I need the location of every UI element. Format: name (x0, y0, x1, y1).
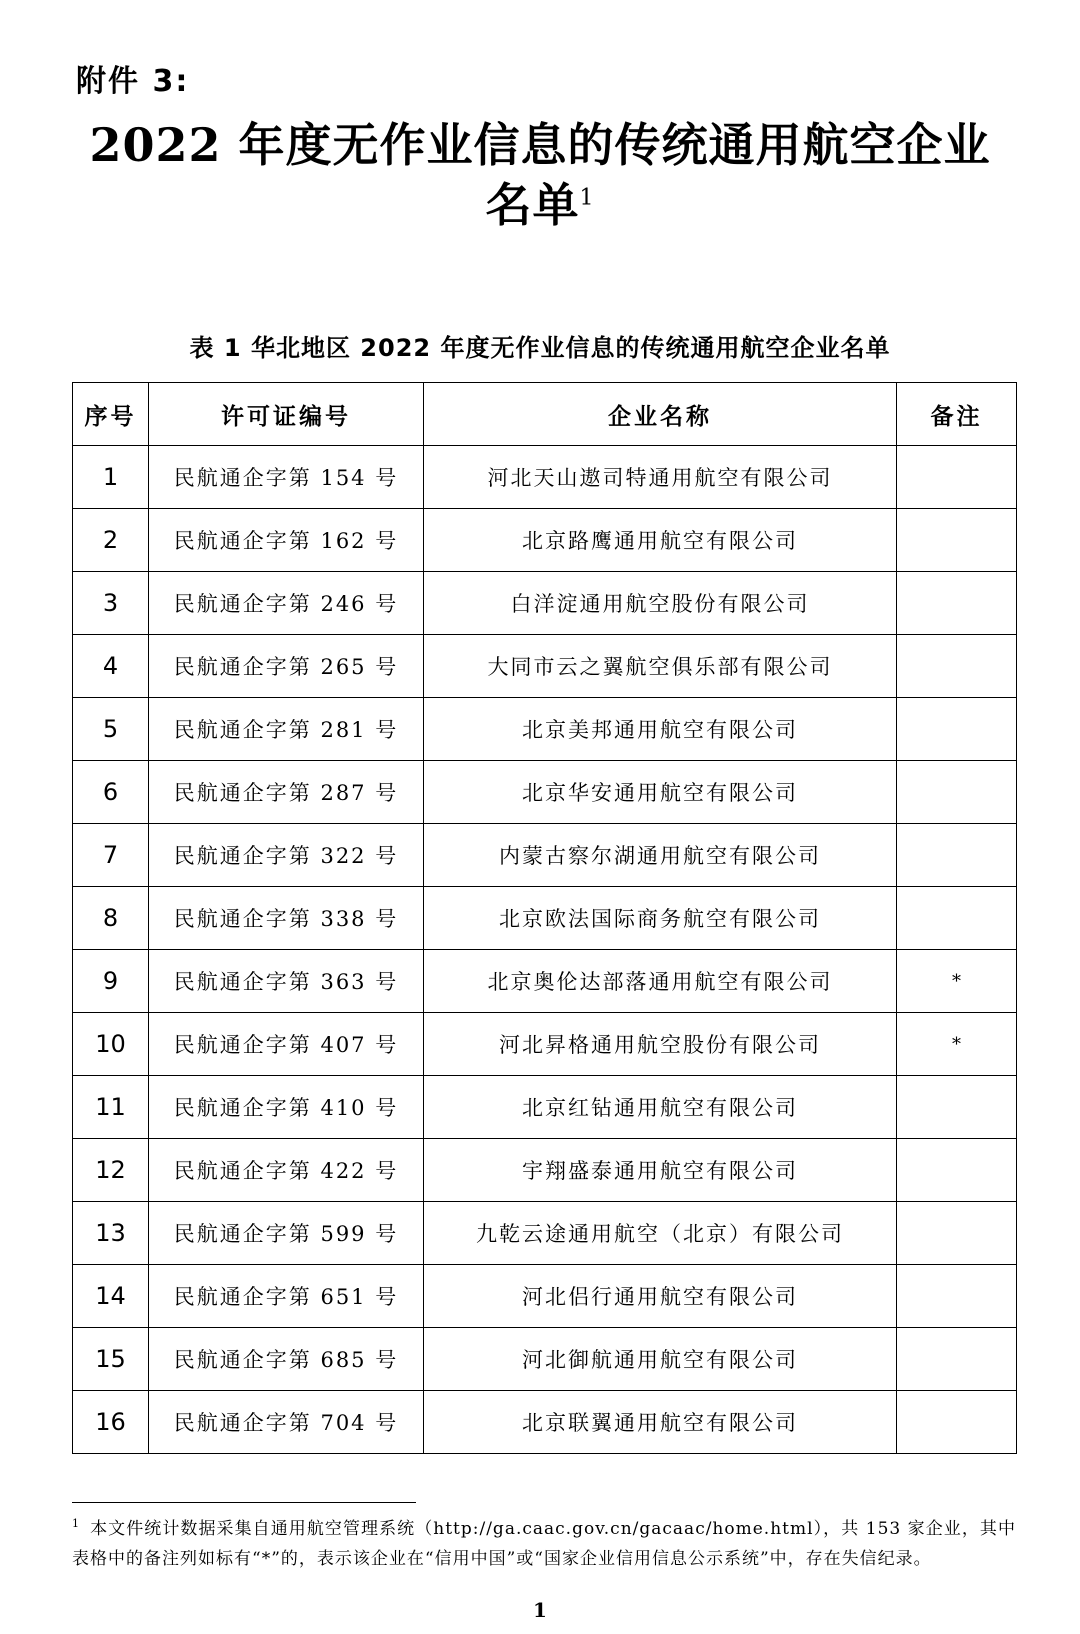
cell-license: 民航通企字第 363 号 (149, 950, 424, 1013)
table-row (73, 887, 1017, 950)
cell-seq: 10 (73, 1013, 149, 1076)
table-row (73, 1202, 1017, 1265)
table-row (73, 635, 1017, 698)
cell-seq: 9 (73, 950, 149, 1013)
header-seq: 序号 (73, 383, 149, 446)
cell-note (897, 824, 1017, 887)
table-body (73, 446, 1017, 1454)
cell-seq: 4 (73, 635, 149, 698)
footnote (72, 1514, 1016, 1574)
cell-seq: 11 (73, 1076, 149, 1139)
cell-license: 民航通企字第 162 号 (149, 509, 424, 572)
cell-company: 北京欧法国际商务航空有限公司 (424, 887, 897, 950)
cell-note (897, 761, 1017, 824)
cell-note (897, 887, 1017, 950)
footnote-text: 本文件统计数据采集自通用航空管理系统（http://ga.caac.gov.cn/gacaac/home.html），共 153 家企业，其中表格中的备注列如标有“*”的，表示该企业在“信用中国”或“国家企业信用信息公示系统”中，存在失信纪录。 (72, 1519, 1016, 1569)
cell-license: 民航通企字第 651 号 (149, 1265, 424, 1328)
cell-seq: 8 (73, 887, 149, 950)
cell-note (897, 698, 1017, 761)
cell-seq: 12 (73, 1139, 149, 1202)
header-note: 备注 (897, 383, 1017, 446)
cell-company: 河北天山遨司特通用航空有限公司 (424, 446, 897, 509)
cell-note: * (897, 950, 1017, 1013)
table-row (73, 950, 1017, 1013)
header-license: 许可证编号 (149, 383, 424, 446)
table-row (73, 509, 1017, 572)
cell-note (897, 1391, 1017, 1454)
footnote-divider (72, 1502, 416, 1503)
footnote-marker: 1 (72, 1517, 80, 1531)
cell-company: 北京路鹰通用航空有限公司 (424, 509, 897, 572)
document-title-line-2 (60, 174, 1020, 236)
cell-note (897, 1139, 1017, 1202)
cell-license: 民航通企字第 154 号 (149, 446, 424, 509)
cell-license: 民航通企字第 322 号 (149, 824, 424, 887)
cell-seq: 6 (73, 761, 149, 824)
table-row (73, 1328, 1017, 1391)
cell-company: 北京华安通用航空有限公司 (424, 761, 897, 824)
cell-company: 北京美邦通用航空有限公司 (424, 698, 897, 761)
cell-license: 民航通企字第 338 号 (149, 887, 424, 950)
cell-license: 民航通企字第 407 号 (149, 1013, 424, 1076)
cell-company: 河北侣行通用航空有限公司 (424, 1265, 897, 1328)
cell-note: * (897, 1013, 1017, 1076)
cell-note (897, 446, 1017, 509)
cell-seq: 3 (73, 572, 149, 635)
cell-license: 民航通企字第 685 号 (149, 1328, 424, 1391)
cell-license: 民航通企字第 281 号 (149, 698, 424, 761)
header-company: 企业名称 (424, 383, 897, 446)
table-header-row (73, 383, 1017, 446)
cell-seq: 15 (73, 1328, 149, 1391)
cell-company: 宇翔盛泰通用航空有限公司 (424, 1139, 897, 1202)
cell-company: 河北昇格通用航空股份有限公司 (424, 1013, 897, 1076)
cell-company: 北京红钻通用航空有限公司 (424, 1076, 897, 1139)
document-title-text: 名单 (485, 178, 580, 232)
cell-note (897, 1265, 1017, 1328)
cell-license: 民航通企字第 410 号 (149, 1076, 424, 1139)
cell-note (897, 635, 1017, 698)
table-row (73, 572, 1017, 635)
cell-license: 民航通企字第 246 号 (149, 572, 424, 635)
cell-company: 北京奥伦达部落通用航空有限公司 (424, 950, 897, 1013)
cell-seq: 1 (73, 446, 149, 509)
table-row (73, 1076, 1017, 1139)
cell-seq: 14 (73, 1265, 149, 1328)
cell-license: 民航通企字第 704 号 (149, 1391, 424, 1454)
cell-license: 民航通企字第 265 号 (149, 635, 424, 698)
table-row (73, 761, 1017, 824)
annex-label: 附件 3: (76, 64, 190, 99)
cell-note (897, 1076, 1017, 1139)
document-title-line-1: 2022 年度无作业信息的传统通用航空企业 (89, 118, 991, 172)
cell-license: 民航通企字第 422 号 (149, 1139, 424, 1202)
cell-company: 内蒙古察尔湖通用航空有限公司 (424, 824, 897, 887)
cell-company: 白洋淀通用航空股份有限公司 (424, 572, 897, 635)
cell-seq: 7 (73, 824, 149, 887)
page-number: 1 (533, 1598, 547, 1622)
cell-seq: 2 (73, 509, 149, 572)
cell-license: 民航通企字第 599 号 (149, 1202, 424, 1265)
table-row (73, 1013, 1017, 1076)
title-footnote-ref: 1 (579, 185, 595, 211)
cell-license: 民航通企字第 287 号 (149, 761, 424, 824)
table-caption: 表 1 华北地区 2022 年度无作业信息的传统通用航空企业名单 (189, 334, 891, 362)
cell-note (897, 1328, 1017, 1391)
company-table (72, 382, 1017, 1454)
cell-seq: 5 (73, 698, 149, 761)
cell-company: 大同市云之翼航空俱乐部有限公司 (424, 635, 897, 698)
cell-company: 九乾云途通用航空（北京）有限公司 (424, 1202, 897, 1265)
cell-company: 河北御航通用航空有限公司 (424, 1328, 897, 1391)
table-row (73, 698, 1017, 761)
table-row (73, 1391, 1017, 1454)
cell-note (897, 509, 1017, 572)
cell-note (897, 572, 1017, 635)
table-row (73, 1139, 1017, 1202)
cell-seq: 13 (73, 1202, 149, 1265)
table-row (73, 1265, 1017, 1328)
cell-seq: 16 (73, 1391, 149, 1454)
table-row (73, 446, 1017, 509)
table-row (73, 824, 1017, 887)
cell-note (897, 1202, 1017, 1265)
cell-company: 北京联翼通用航空有限公司 (424, 1391, 897, 1454)
